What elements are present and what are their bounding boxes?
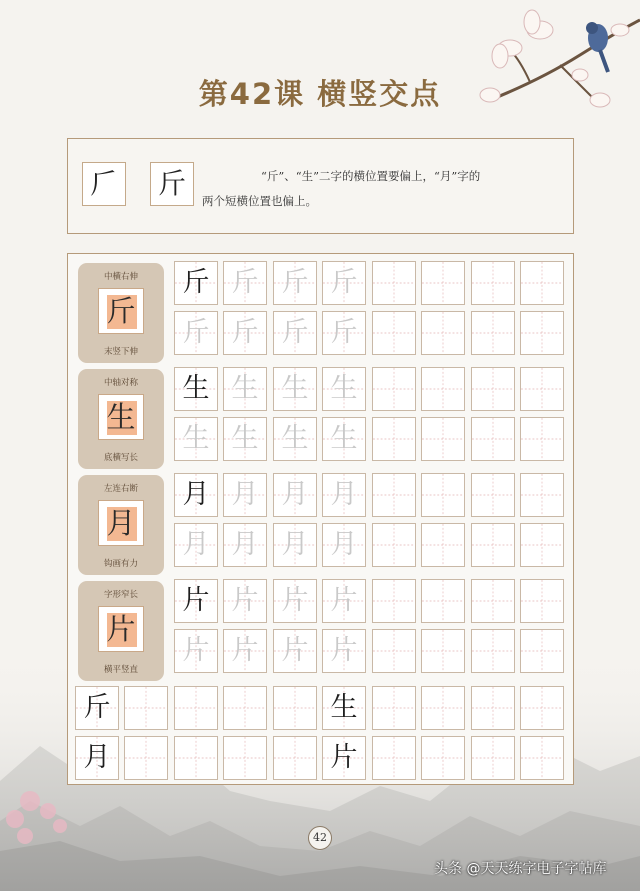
practice-character: 片 <box>330 742 358 773</box>
practice-cell[interactable] <box>471 579 515 623</box>
practice-cell[interactable] <box>372 261 416 305</box>
practice-character: 斤 <box>182 267 210 298</box>
practice-cell[interactable] <box>421 629 465 673</box>
free-practice-cell[interactable] <box>421 686 465 730</box>
practice-character: 斤 <box>231 317 259 348</box>
tian-grid-guide <box>521 687 563 729</box>
practice-cell[interactable] <box>520 579 564 623</box>
radical-box-2: 斤 <box>150 162 194 206</box>
tian-grid-guide <box>175 687 217 729</box>
practice-character: 生 <box>231 373 259 404</box>
free-practice-cell[interactable] <box>372 736 416 780</box>
practice-character: 生 <box>231 423 259 454</box>
lesson-title: 第42课 横竖交点 <box>198 77 442 111</box>
free-practice-cell[interactable] <box>124 736 168 780</box>
tip-top: 中轴对称 <box>103 378 138 388</box>
free-practice-cell[interactable] <box>372 686 416 730</box>
practice-cell[interactable] <box>223 523 267 567</box>
practice-cell[interactable] <box>174 311 218 355</box>
practice-cell[interactable] <box>421 417 465 461</box>
practice-cell[interactable] <box>520 629 564 673</box>
practice-cell[interactable] <box>322 473 366 517</box>
free-practice-cell[interactable] <box>322 686 366 730</box>
practice-cell[interactable] <box>174 629 218 673</box>
free-practice-cell[interactable] <box>273 736 317 780</box>
tian-grid-guide <box>422 630 464 672</box>
tian-grid-guide <box>422 312 464 354</box>
intro-text <box>202 164 563 214</box>
tian-grid-guide <box>521 418 563 460</box>
intro-text-line-2: 两个短横位置也偏上。 <box>202 194 317 208</box>
tip-top: 左连右断 <box>103 484 138 494</box>
practice-character: 斤 <box>83 692 111 723</box>
free-practice-cell[interactable] <box>75 736 119 780</box>
practice-character: 片 <box>231 585 259 616</box>
practice-character: 斤 <box>231 267 259 298</box>
practice-character: 片 <box>330 635 358 666</box>
tian-grid-guide <box>373 630 415 672</box>
free-practice-cell[interactable] <box>520 686 564 730</box>
tip-bottom: 末竖下伸 <box>103 347 138 357</box>
tian-grid-guide <box>373 687 415 729</box>
tian-grid-guide <box>521 262 563 304</box>
tian-grid-guide <box>472 580 514 622</box>
practice-character: 月 <box>330 479 358 510</box>
tian-grid-guide <box>521 580 563 622</box>
tip-bottom: 钩画有力 <box>103 559 138 569</box>
tian-grid-guide <box>422 687 464 729</box>
practice-cell[interactable] <box>520 261 564 305</box>
practice-cell[interactable] <box>273 473 317 517</box>
practice-character: 月 <box>182 529 210 560</box>
tip-top: 中横右伸 <box>103 272 138 282</box>
tian-grid-guide <box>521 474 563 516</box>
practice-cell[interactable] <box>273 367 317 411</box>
practice-cell[interactable] <box>322 579 366 623</box>
practice-character: 片 <box>330 585 358 616</box>
practice-character: 片 <box>281 585 309 616</box>
model-character-box <box>98 394 144 440</box>
tian-grid-guide <box>521 524 563 566</box>
watermark: 头条 @天天练字电子字帖库 <box>434 861 607 877</box>
tian-grid-guide <box>224 737 266 779</box>
practice-cell[interactable] <box>520 367 564 411</box>
practice-character: 月 <box>182 479 210 510</box>
free-practice-cell[interactable] <box>174 686 218 730</box>
tian-grid-guide <box>521 312 563 354</box>
practice-cell[interactable] <box>471 523 515 567</box>
practice-cell[interactable] <box>520 523 564 567</box>
tip-bottom: 横平竖直 <box>103 665 138 675</box>
tip-card <box>78 263 164 363</box>
practice-cell[interactable] <box>322 261 366 305</box>
practice-cell[interactable] <box>223 261 267 305</box>
practice-cell[interactable] <box>471 311 515 355</box>
tian-grid-guide <box>373 418 415 460</box>
tian-grid-guide <box>422 524 464 566</box>
free-practice-cell[interactable] <box>223 736 267 780</box>
tian-grid-guide <box>224 687 266 729</box>
practice-cell[interactable] <box>223 311 267 355</box>
tian-grid-guide <box>472 630 514 672</box>
tian-grid-guide <box>472 737 514 779</box>
practice-cell[interactable] <box>471 629 515 673</box>
practice-cell[interactable] <box>421 579 465 623</box>
tian-grid-guide <box>422 368 464 410</box>
free-practice-cell[interactable] <box>421 736 465 780</box>
model-character-box <box>98 288 144 334</box>
practice-cell[interactable] <box>174 523 218 567</box>
practice-character: 月 <box>231 529 259 560</box>
free-practice-cell[interactable] <box>471 686 515 730</box>
practice-cell[interactable] <box>174 261 218 305</box>
practice-character: 片 <box>182 635 210 666</box>
tian-grid-guide <box>125 737 167 779</box>
free-practice-cell[interactable] <box>322 736 366 780</box>
practice-cell[interactable] <box>421 261 465 305</box>
tian-grid-guide <box>422 580 464 622</box>
free-practice-cell[interactable] <box>223 686 267 730</box>
practice-character: 斤 <box>330 317 358 348</box>
practice-character: 生 <box>281 373 309 404</box>
page-number: 42 <box>308 826 332 850</box>
tian-grid-guide <box>373 580 415 622</box>
practice-character: 月 <box>330 529 358 560</box>
practice-cell[interactable] <box>273 523 317 567</box>
tian-grid-guide <box>274 687 316 729</box>
practice-character: 生 <box>330 692 358 723</box>
practice-cell[interactable] <box>471 417 515 461</box>
practice-cell[interactable] <box>421 311 465 355</box>
practice-cell[interactable] <box>223 579 267 623</box>
free-practice-cell[interactable] <box>520 736 564 780</box>
practice-cell[interactable] <box>174 417 218 461</box>
tian-grid-guide <box>373 737 415 779</box>
practice-cell[interactable] <box>372 629 416 673</box>
free-practice-cell[interactable] <box>471 736 515 780</box>
practice-character: 斤 <box>281 267 309 298</box>
practice-cell[interactable] <box>421 367 465 411</box>
practice-cell[interactable] <box>174 367 218 411</box>
practice-character: 生 <box>182 423 210 454</box>
model-character: 月 <box>106 506 136 540</box>
tian-grid-guide <box>472 368 514 410</box>
practice-character: 月 <box>281 479 309 510</box>
practice-character: 片 <box>281 635 309 666</box>
model-character-box <box>98 500 144 546</box>
practice-cell[interactable] <box>421 473 465 517</box>
practice-character: 生 <box>330 373 358 404</box>
practice-cell[interactable] <box>372 473 416 517</box>
free-practice-cell[interactable] <box>273 686 317 730</box>
tian-grid-guide <box>422 474 464 516</box>
practice-cell[interactable] <box>372 417 416 461</box>
practice-cell[interactable] <box>471 261 515 305</box>
tip-card <box>78 475 164 575</box>
practice-cell[interactable] <box>372 579 416 623</box>
practice-character: 月 <box>231 479 259 510</box>
model-character: 生 <box>106 400 136 434</box>
tian-grid-guide <box>373 524 415 566</box>
tian-grid-guide <box>521 368 563 410</box>
practice-cell[interactable] <box>273 417 317 461</box>
practice-cell[interactable] <box>471 367 515 411</box>
free-practice-cell[interactable] <box>75 686 119 730</box>
tian-grid-guide <box>472 262 514 304</box>
tian-grid-guide <box>422 737 464 779</box>
practice-cell[interactable] <box>273 261 317 305</box>
tian-grid-guide <box>373 312 415 354</box>
practice-cell[interactable] <box>322 629 366 673</box>
tian-grid-guide <box>472 524 514 566</box>
practice-cell[interactable] <box>322 311 366 355</box>
practice-cell[interactable] <box>520 417 564 461</box>
practice-cell[interactable] <box>223 629 267 673</box>
tian-grid-guide <box>472 312 514 354</box>
practice-character: 月 <box>281 529 309 560</box>
free-practice-cell[interactable] <box>124 686 168 730</box>
tian-grid-guide <box>521 630 563 672</box>
tip-bottom: 底横写长 <box>103 453 138 463</box>
free-practice-cell[interactable] <box>174 736 218 780</box>
practice-cell[interactable] <box>372 523 416 567</box>
practice-cell[interactable] <box>273 311 317 355</box>
practice-cell[interactable] <box>322 523 366 567</box>
practice-cell[interactable] <box>421 523 465 567</box>
practice-cell[interactable] <box>223 473 267 517</box>
practice-character: 生 <box>281 423 309 454</box>
model-character: 片 <box>106 612 136 646</box>
practice-cell[interactable] <box>273 629 317 673</box>
practice-cell[interactable] <box>174 473 218 517</box>
tian-grid-guide <box>373 368 415 410</box>
model-character: 斤 <box>106 294 136 328</box>
practice-cell[interactable] <box>223 417 267 461</box>
tian-grid-guide <box>373 262 415 304</box>
tip-card <box>78 369 164 469</box>
tian-grid-guide <box>274 737 316 779</box>
practice-cell[interactable] <box>520 311 564 355</box>
practice-cell[interactable] <box>273 579 317 623</box>
tian-grid-guide <box>422 262 464 304</box>
practice-character: 斤 <box>182 317 210 348</box>
practice-character: 生 <box>330 423 358 454</box>
practice-character: 片 <box>182 585 210 616</box>
tian-grid-guide <box>125 687 167 729</box>
tip-top: 字形窄长 <box>103 590 138 600</box>
tian-grid-guide <box>472 418 514 460</box>
tian-grid-guide <box>472 474 514 516</box>
radical-box-1: 𠂆 <box>82 162 126 206</box>
practice-cell[interactable] <box>322 417 366 461</box>
tian-grid-guide <box>422 418 464 460</box>
tian-grid-guide <box>472 687 514 729</box>
tian-grid-guide <box>521 737 563 779</box>
model-character-box <box>98 606 144 652</box>
practice-character: 月 <box>83 742 111 773</box>
practice-character: 斤 <box>281 317 309 348</box>
practice-cell[interactable] <box>471 473 515 517</box>
practice-cell[interactable] <box>223 367 267 411</box>
practice-cell[interactable] <box>174 579 218 623</box>
practice-cell[interactable] <box>322 367 366 411</box>
practice-cell[interactable] <box>372 367 416 411</box>
tian-grid-guide <box>175 737 217 779</box>
tian-grid-guide <box>373 474 415 516</box>
practice-cell[interactable] <box>520 473 564 517</box>
tip-card <box>78 581 164 681</box>
intro-text-line-1: “斤”、“生”二字的横位置要偏上，“月”字的 <box>261 169 481 183</box>
practice-character: 生 <box>182 373 210 404</box>
practice-character: 片 <box>231 635 259 666</box>
practice-cell[interactable] <box>372 311 416 355</box>
practice-character: 斤 <box>330 267 358 298</box>
